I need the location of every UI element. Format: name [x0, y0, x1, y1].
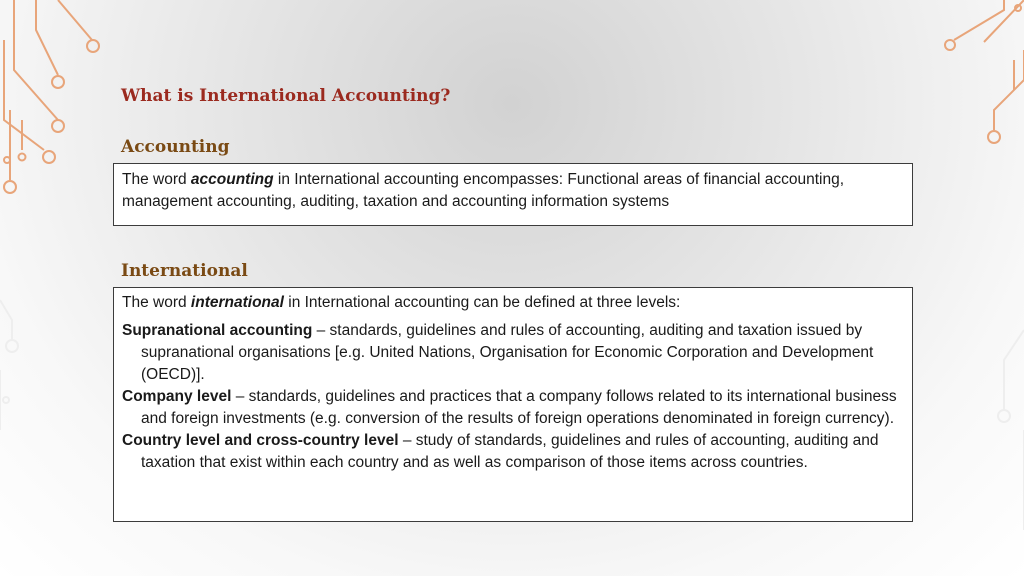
level-item-country: [122, 430, 904, 474]
level-description: – standards, guidelines and rules of accounting, auditing and taxation issued by supranational organisations [e.g. United Nations, Organisation for Economic Corporation and Development (OECD)].: [141, 322, 874, 383]
accounting-keyword: accounting: [190, 171, 274, 188]
level-term: Company level: [122, 388, 232, 405]
circuit-decoration-left-faint: [0, 290, 40, 490]
level-description: – study of standards, guidelines and rules of accounting, auditing and taxation that exist within each country and as well as comparison of those items across countries.: [141, 432, 879, 471]
accounting-heading: Accounting: [121, 137, 230, 157]
circuit-decoration-right: [944, 0, 1024, 160]
international-intro-after: in International accounting can be defined at three levels:: [283, 294, 681, 311]
accounting-text-before: The word: [122, 171, 191, 188]
accounting-text-after: in International accounting encompasses: Functional areas of financial accounting, management accounting, auditing, taxation and accounting information systems: [122, 171, 844, 210]
international-keyword: international: [190, 294, 284, 311]
accounting-definition-box: [113, 163, 913, 226]
level-description: – standards, guidelines and practices that a company follows related to its international business and foreign investments (e.g. conversion of the results of foreign operations denominated in foreign currency).: [141, 388, 897, 427]
international-heading: International: [121, 261, 248, 281]
level-term: Supranational accounting: [122, 322, 313, 339]
international-definition-box: [113, 287, 913, 522]
level-item-supranational: [122, 320, 904, 386]
international-intro-before: The word: [122, 294, 191, 311]
level-term: Country level and cross-country level: [122, 432, 399, 449]
level-item-company: [122, 386, 904, 430]
slide-title: What is International Accounting?: [121, 86, 451, 106]
circuit-decoration-left: [0, 0, 110, 230]
circuit-decoration-right-faint: [974, 300, 1024, 540]
international-intro: [122, 292, 904, 314]
